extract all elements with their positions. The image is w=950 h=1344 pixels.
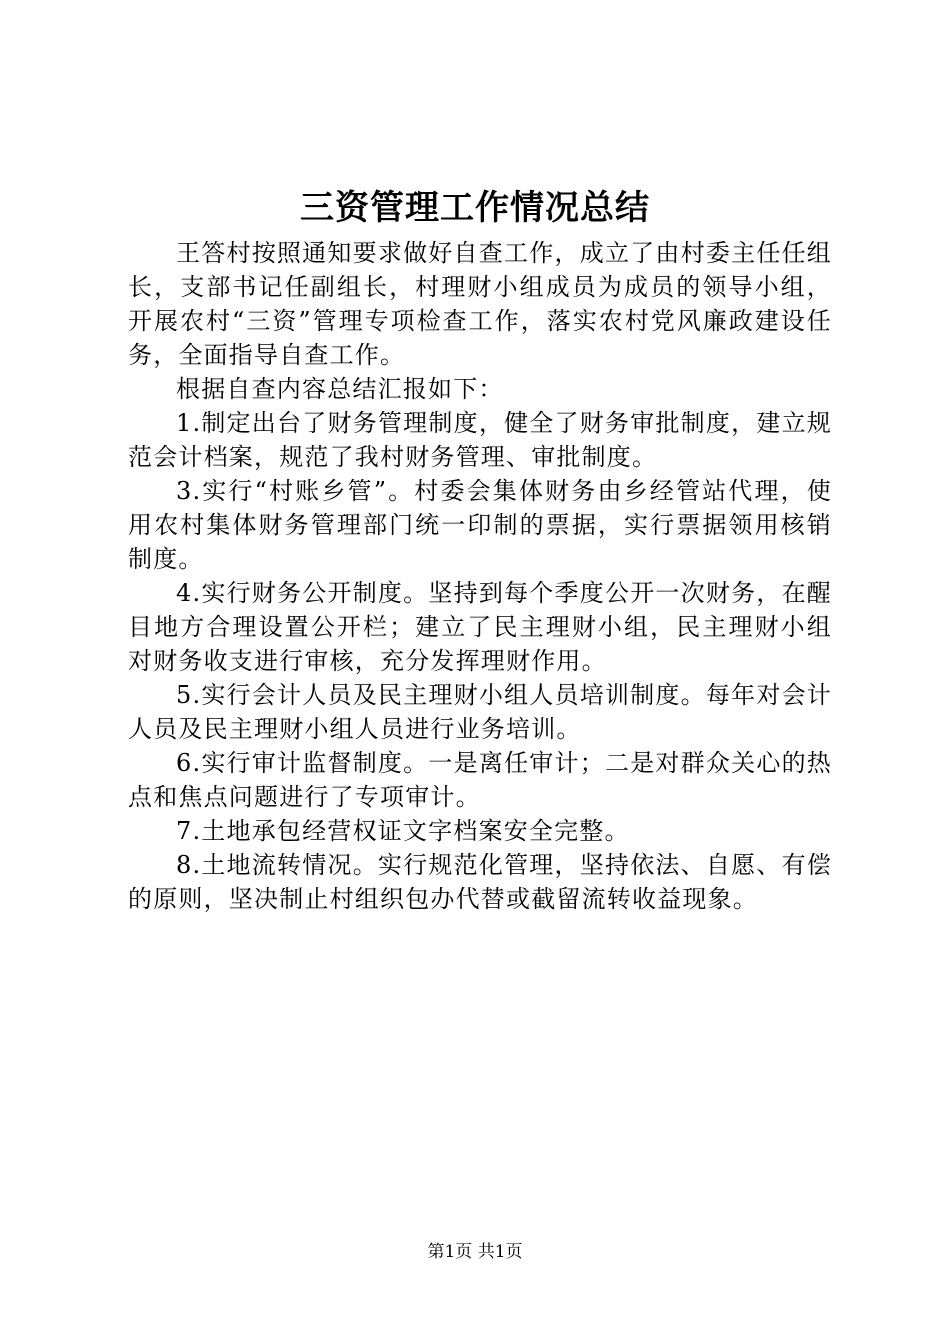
paragraph-item-3: 3.实行“村账乡管”。村委会集体财务由乡经管站代理，使用农村集体财务管理部门统一印制的票据，实行票据领用核销制度。	[128, 477, 832, 573]
paragraph-item-7: 7.土地承包经营权证文字档案安全完整。	[176, 817, 630, 845]
paragraph-summary-lead: 根据自查内容总结汇报如下：	[176, 375, 504, 403]
page-footer: 第1页 共1页	[427, 1242, 523, 1262]
paragraph-item-6: 6.实行审计监督制度。一是离任审计；二是对群众关心的热点和焦点问题进行了专项审计。	[128, 749, 832, 811]
paragraph-item-5: 5.实行会计人员及民主理财小组人员培训制度。每年对会计人员及民主理财小组人员进行业务培训。	[128, 681, 832, 743]
document-body	[128, 236, 832, 916]
document-title: 三资管理工作情况总结	[300, 188, 650, 228]
paragraph-intro: 王答村按照通知要求做好自查工作，成立了由村委主任任组长，支部书记任副组长，村理财小组成员为成员的领导小组，开展农村“三资”管理专项检查工作，落实农村党风廉政建设任务，全面指导自查工作。	[128, 239, 832, 369]
paragraph-item-8: 8.土地流转情况。实行规范化管理，坚持依法、自愿、有偿的原则，坚决制止村组织包办代替或截留流转收益现象。	[128, 851, 832, 913]
paragraph-item-4: 4.实行财务公开制度。坚持到每个季度公开一次财务，在醒目地方合理设置公开栏；建立了民主理财小组，民主理财小组对财务收支进行审核，充分发挥理财作用。	[128, 579, 832, 675]
paragraph-item-1: 1.制定出台了财务管理制度，健全了财务审批制度，建立规范会计档案，规范了我村财务管理、审批制度。	[128, 409, 832, 471]
